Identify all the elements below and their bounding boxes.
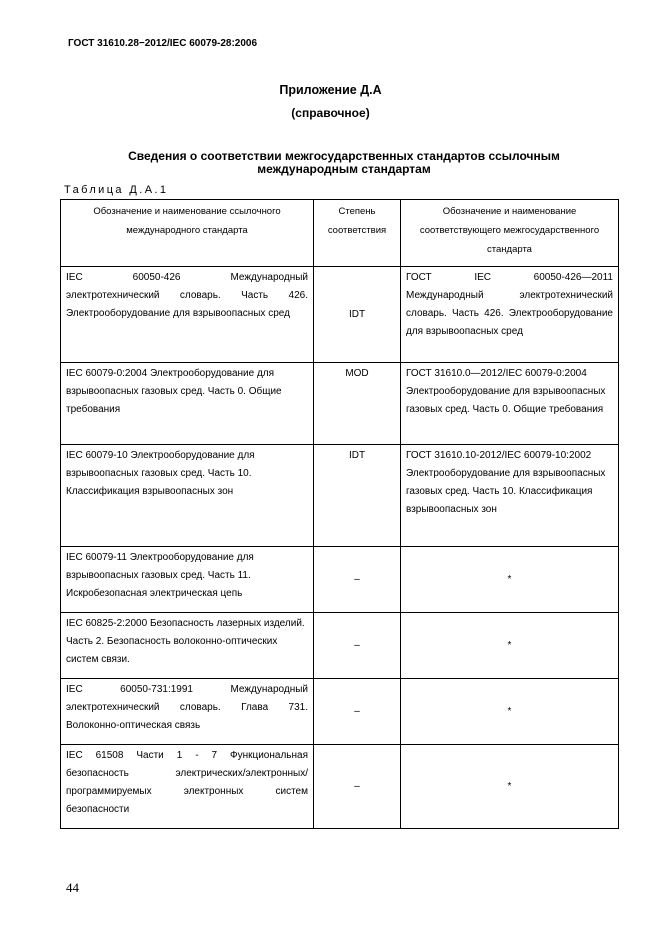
national-standard-cell: * xyxy=(401,745,619,829)
section-heading xyxy=(84,150,604,176)
intl-standard-cell: IEC 60050-731:1991 Международный электротехнический словарь. Глава 731. Волоконно-оптическая связь xyxy=(61,679,314,745)
table-caption: Таблица Д.А.1 xyxy=(64,184,169,196)
intl-standard-cell: IEC 60825-2:2000 Безопасность лазерных изделий. Часть 2. Безопасность волоконно-оптических систем связи. xyxy=(61,613,314,679)
degree-cell: – xyxy=(314,745,401,829)
degree-cell: IDT xyxy=(314,445,401,547)
section-heading-line1: Сведения о соответствии межгосударственных стандартов ссылочным xyxy=(128,149,560,163)
national-standard-cell: ГОСТ 31610.10-2012/IEC 60079-10:2002 Электрооборудование для взрывоопасных газовых сред. Часть 10. Классификация взрывоопасных зон xyxy=(401,445,619,547)
degree-cell: MOD xyxy=(314,363,401,445)
column-header-degree: Степень соответствия xyxy=(314,200,401,267)
degree-cell: – xyxy=(314,679,401,745)
table-row xyxy=(61,267,619,363)
table-header-row xyxy=(61,200,619,267)
table-row xyxy=(61,445,619,547)
table-row xyxy=(61,679,619,745)
intl-standard-cell: IEC 60079-10 Электрооборудование для взрывоопасных газовых сред. Часть 10. Классификация взрывоопасных зон xyxy=(61,445,314,547)
national-standard-cell: * xyxy=(401,613,619,679)
appendix-subtitle: (справочное) xyxy=(291,106,370,120)
intl-standard-cell: IEC 60079-11 Электрооборудование для взрывоопасных газовых сред. Часть 11. Искробезопасная электрическая цепь xyxy=(61,547,314,613)
column-header-intl: Обозначение и наименование ссылочного международного стандарта xyxy=(61,200,314,267)
degree-cell: – xyxy=(314,613,401,679)
section-heading-line2: международным стандартам xyxy=(257,162,431,176)
intl-standard-cell: IEC 61508 Части 1 - 7 Функциональная безопасность электрических/электронных/программируемых электронных систем безопасности xyxy=(61,745,314,829)
degree-cell: – xyxy=(314,547,401,613)
table-row xyxy=(61,547,619,613)
national-standard-cell: ГОСТ IEC 60050-426—2011 Международный электротехнический словарь. Часть 426. Электрооборудование для взрывоопасных сред xyxy=(401,267,619,363)
document-header: ГОСТ 31610.28−2012/IEC 60079-28:2006 xyxy=(68,38,258,49)
national-standard-cell: * xyxy=(401,547,619,613)
table-row xyxy=(61,613,619,679)
page-number: 44 xyxy=(66,880,79,895)
table-row xyxy=(61,745,619,829)
column-header-national: Обозначение и наименование соответствующего межгосударственного стандарта xyxy=(401,200,619,267)
national-standard-cell: * xyxy=(401,679,619,745)
appendix-title: Приложение Д.А xyxy=(279,83,382,97)
intl-standard-cell: IEC 60079-0:2004 Электрооборудование для взрывоопасных газовых сред. Часть 0. Общие требования xyxy=(61,363,314,445)
correspondence-table xyxy=(60,199,619,829)
degree-cell: IDT xyxy=(314,267,401,363)
national-standard-cell: ГОСТ 31610.0—2012/IEC 60079-0:2004 Электрооборудование для взрывоопасных газовых сред. Часть 0. Общие требования xyxy=(401,363,619,445)
table-row xyxy=(61,363,619,445)
intl-standard-cell: IEC 60050-426 Международный электротехнический словарь. Часть 426. Электрооборудование для взрывоопасных сред xyxy=(61,267,314,363)
